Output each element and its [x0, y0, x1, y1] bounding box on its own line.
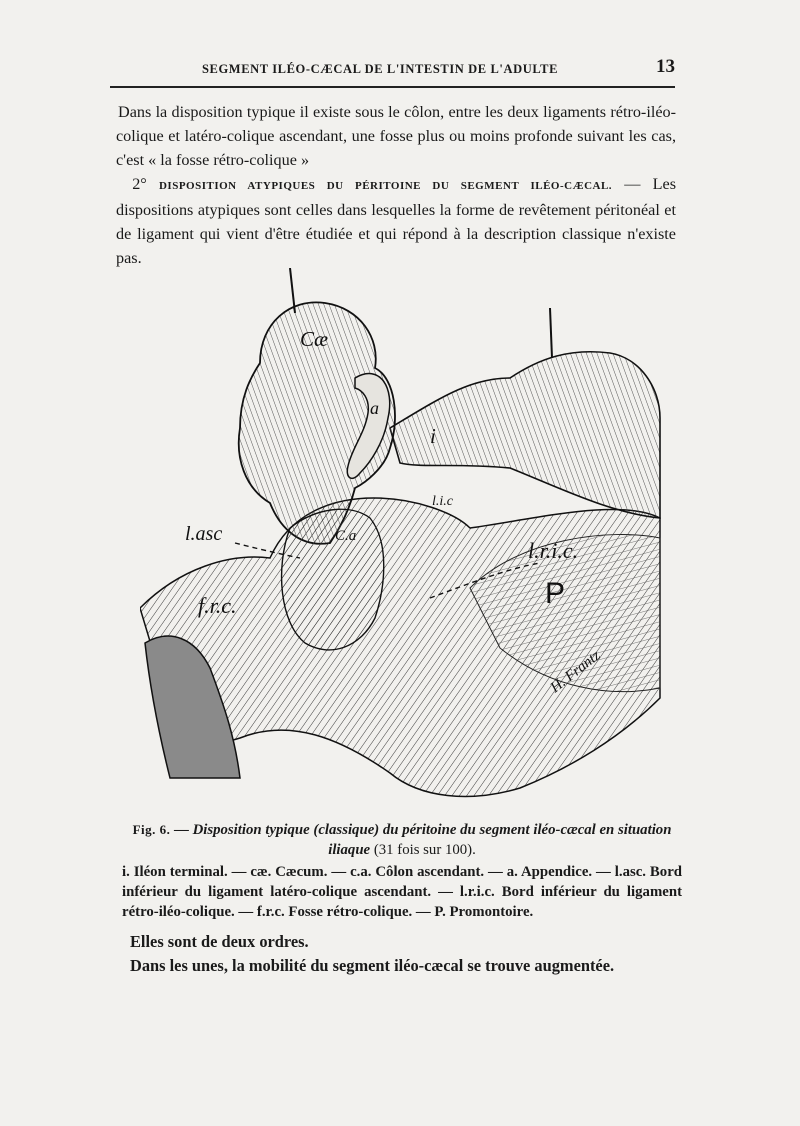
body-text [116, 100, 676, 270]
closing-line-2: Dans les unes, la mobilité du segment iléo-cæcal se trouve augmentée. [130, 956, 615, 975]
label-lric: l.r.i.c. [528, 538, 579, 563]
label-appendix: a [370, 398, 379, 418]
suspension-pin-left [290, 268, 295, 313]
running-title: SEGMENT ILÉO-CÆCAL DE L'INTESTIN DE L'ADULTE [202, 62, 559, 76]
caption-figure-number: Fig. 6. [132, 822, 171, 837]
section-number: 2° [132, 175, 147, 193]
label-ascending-colon: C.a [335, 528, 357, 544]
label-ileum: i [430, 424, 436, 448]
label-frc: f.r.c. [198, 593, 237, 618]
caption-count: (31 fois sur 100). [373, 842, 476, 858]
header-rule [110, 86, 675, 88]
caption-title: — Disposition typique (classique) du péritoine du segment iléo-cæcal en situation iliaque [174, 822, 672, 858]
closing-text [130, 930, 675, 978]
anatomical-figure [140, 268, 700, 813]
illustrator-signature: H. Frantz [547, 647, 604, 697]
label-promontory: P [545, 577, 566, 610]
caption-legend: i. Iléon terminal. — cæ. Cæcum. — c.a. Côlon ascendant. — a. Appendice. — l.asc. Bord inférieur du ligament latéro-colique ascendant. — l.r.i.c. Bord inférieur du ligament rétro-iléo-colique. — f.r.c. Fosse rétro-colique. — P. Promontoire. [122, 864, 682, 920]
label-lasc: l.asc [185, 523, 223, 545]
label-caecum: Cæ [300, 327, 329, 351]
page-header [110, 56, 675, 82]
paragraph-2 [116, 172, 676, 270]
suspension-pin-right [550, 308, 552, 358]
caption-heading [122, 820, 682, 860]
figure-caption [122, 820, 682, 922]
ascending-colon [282, 509, 384, 650]
section-heading: DISPOSITION ATYPIQUES DU PÉRITOINE DU SEGMENT ILÉO-CÆCAL. [158, 180, 613, 192]
label-lic: l.i.c [432, 494, 453, 509]
paragraph-2-text: — Les dispositions atypiques sont celles dans lesquelles la forme de revêtement péritonéal et de ligament qui vient d'être étudiée et qui répond à la description classique n'existe pas. [116, 175, 677, 267]
paragraph-1: Dans la disposition typique il existe sous le côlon, entre les deux ligaments rétro-iléo-colique et latéro-colique ascendant, une fosse plus ou moins profonde suivant les cas, c'est « la fosse rétro-colique » [116, 103, 676, 169]
closing-line-1: Elles sont de deux ordres. [130, 932, 309, 951]
page-number: 13 [656, 56, 675, 77]
ileocecal-illustration [140, 268, 700, 813]
